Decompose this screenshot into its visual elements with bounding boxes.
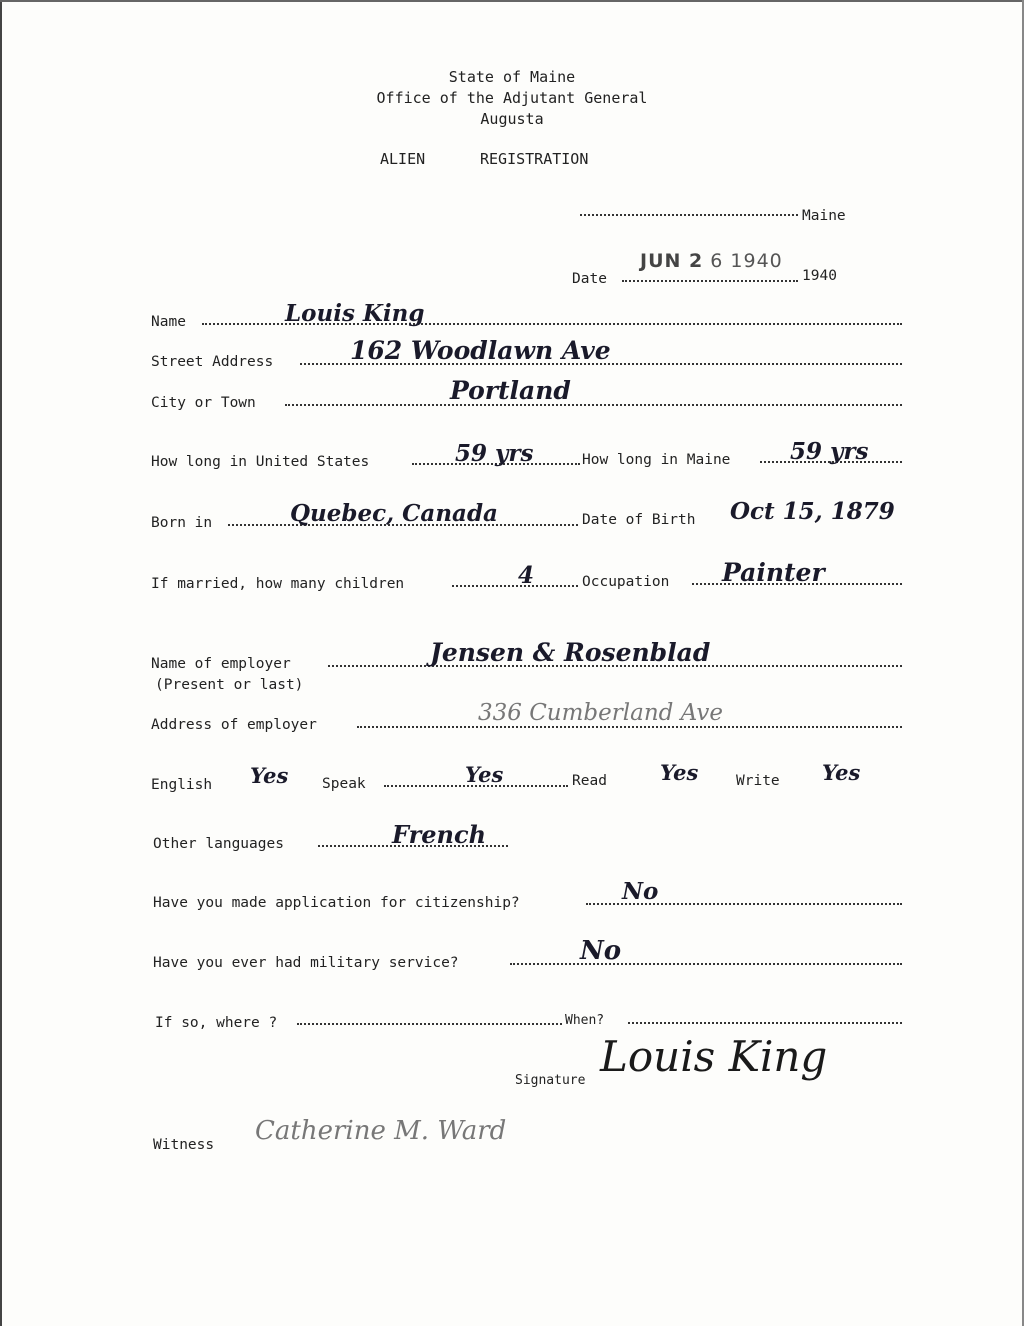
date-dots bbox=[622, 279, 798, 282]
title-alien: ALIEN bbox=[380, 150, 426, 168]
when-label: When? bbox=[565, 1013, 605, 1028]
born-label: Born in bbox=[151, 515, 213, 531]
signature-value: Louis King bbox=[600, 1032, 828, 1081]
dob-value: Oct 15, 1879 bbox=[730, 498, 895, 525]
name-label: Name bbox=[151, 314, 186, 330]
witness-label: Witness bbox=[153, 1137, 215, 1153]
header-city: Augusta bbox=[480, 110, 544, 128]
employer-sublabel: (Present or last) bbox=[155, 677, 304, 693]
street-value: 162 Woodlawn Ave bbox=[350, 336, 611, 365]
when-dots bbox=[628, 1021, 902, 1024]
maine-long-value: 59 yrs bbox=[790, 438, 869, 465]
date-label: Date bbox=[572, 271, 607, 287]
military-value: No bbox=[580, 936, 622, 966]
city-label: City or Town bbox=[151, 395, 256, 411]
military-label: Have you ever had military service? bbox=[153, 955, 459, 971]
employer-label: Name of employer bbox=[151, 656, 291, 672]
where-dots bbox=[297, 1022, 562, 1025]
where-label: If so, where ? bbox=[155, 1015, 278, 1031]
speak-value: Yes bbox=[465, 762, 504, 787]
place-dots bbox=[580, 213, 798, 216]
date-year: 1940 bbox=[802, 268, 837, 284]
date-stamp: JUN 2 6 1940 bbox=[640, 250, 783, 272]
born-value: Quebec, Canada bbox=[290, 500, 498, 527]
witness-value: Catherine M. Ward bbox=[255, 1116, 507, 1146]
children-label: If married, how many children bbox=[151, 576, 405, 592]
signature-label: Signature bbox=[515, 1073, 586, 1088]
occupation-label: Occupation bbox=[582, 574, 670, 590]
street-label: Street Address bbox=[151, 354, 274, 370]
english-label: English bbox=[151, 777, 213, 793]
maine-long-label: How long in Maine bbox=[582, 452, 731, 468]
title-registration: REGISTRATION bbox=[480, 150, 589, 168]
header-state: State of Maine bbox=[448, 68, 576, 86]
english-value: Yes bbox=[250, 763, 289, 788]
dob-label: Date of Birth bbox=[582, 512, 696, 528]
write-value: Yes bbox=[822, 760, 861, 785]
us-long-label: How long in United States bbox=[151, 454, 370, 470]
citizenship-label: Have you made application for citizenship? bbox=[153, 895, 520, 911]
scan-border-left bbox=[0, 0, 2, 1326]
citizenship-value: No bbox=[622, 878, 659, 905]
city-dots bbox=[285, 403, 902, 406]
children-dots bbox=[452, 584, 578, 587]
place-suffix: Maine bbox=[802, 208, 846, 224]
occupation-value: Painter bbox=[722, 558, 825, 587]
us-long-value: 59 yrs bbox=[455, 440, 534, 467]
name-value: Louis King bbox=[285, 300, 425, 327]
other-lang-value: French bbox=[392, 820, 487, 849]
children-value: 4 bbox=[518, 562, 535, 589]
employer-address-value: 336 Cumberland Ave bbox=[478, 700, 723, 726]
speak-label: Speak bbox=[322, 776, 366, 792]
write-label: Write bbox=[736, 773, 780, 789]
read-label: Read bbox=[572, 773, 607, 789]
city-value: Portland bbox=[450, 376, 571, 405]
header-office: Office of the Adjutant General bbox=[376, 89, 648, 107]
employer-address-label: Address of employer bbox=[151, 717, 317, 733]
military-dots bbox=[510, 962, 902, 965]
other-lang-label: Other languages bbox=[153, 836, 284, 852]
scan-border-top bbox=[0, 0, 1024, 2]
read-value: Yes bbox=[660, 760, 699, 785]
employer-value: Jensen & Rosenblad bbox=[430, 638, 711, 667]
